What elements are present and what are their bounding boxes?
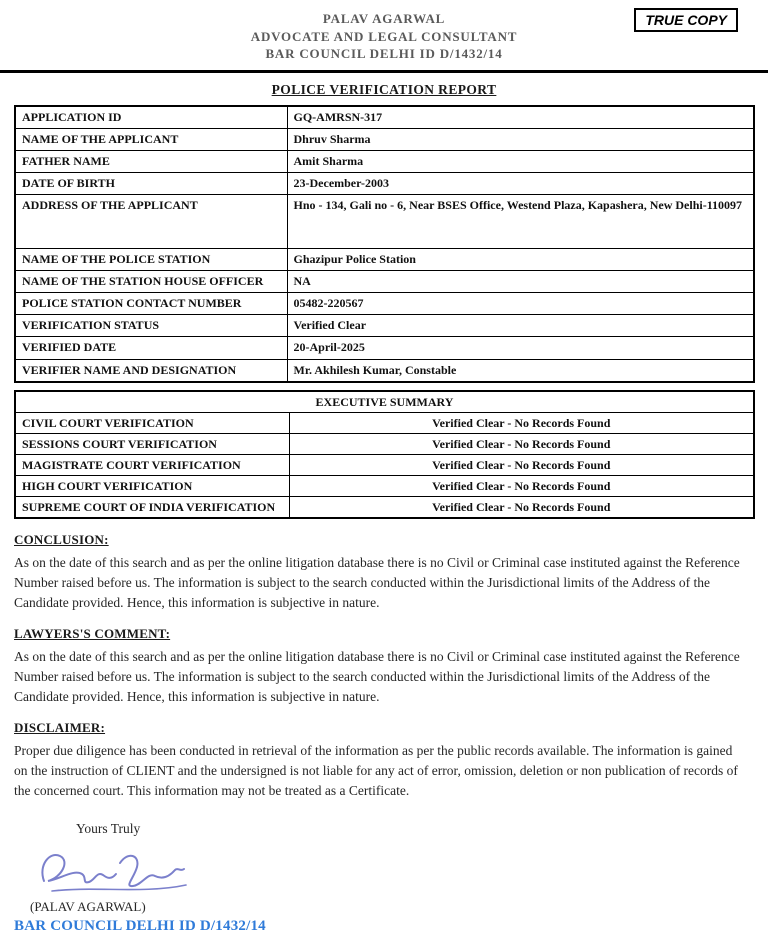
row-value: Amit Sharma	[287, 150, 754, 172]
conclusion-section	[14, 532, 754, 613]
row-label: MAGISTRATE COURT VERIFICATION	[15, 455, 289, 476]
lawyers-comment-section	[14, 626, 754, 707]
table-row	[15, 128, 754, 150]
row-label: POLICE STATION CONTACT NUMBER	[15, 292, 287, 314]
table-row	[15, 336, 754, 359]
executive-summary-table	[14, 390, 755, 519]
row-value: 23-December-2003	[287, 172, 754, 194]
footer-bar-id: BAR COUNCIL DELHI ID D/1432/14	[14, 918, 266, 934]
table-row	[15, 497, 754, 519]
signer-name: (PALAV AGARWAL)	[30, 899, 146, 914]
closing-text: Yours Truly	[76, 821, 141, 836]
row-value: 20-April-2025	[287, 336, 754, 359]
row-label: SUPREME COURT OF INDIA VERIFICATION	[15, 497, 289, 519]
row-value: 05482-220567	[287, 292, 754, 314]
disclaimer-body: Proper due diligence has been conducted in retrieval of the information as per the public records available. The information is gained on the instruction of CLIENT and the undersigned is not liable for any act of error, omission, deletion or non publication of records of the concerned court. This information may not be treated as a Certificate.	[14, 743, 738, 798]
report-title: POLICE VERIFICATION REPORT	[271, 81, 497, 97]
row-label: APPLICATION ID	[15, 106, 287, 129]
row-label: VERIFICATION STATUS	[15, 314, 287, 336]
table-row	[15, 150, 754, 172]
report-table	[14, 105, 755, 384]
conclusion-body: As on the date of this search and as per the online litigation database there is no Civil or Criminal case instituted against the Reference Number raised before us. The information is subject to the search conducted within the Jurisdictional limits of the Address of the Candidate provided. Hence, this information is subjective in nature.	[14, 555, 740, 610]
table-row	[15, 413, 754, 434]
row-value: Verified Clear - No Records Found	[289, 497, 754, 519]
lawyers-comment-heading: LAWYERS'S COMMENT:	[14, 626, 171, 641]
table-row	[15, 172, 754, 194]
row-label: NAME OF THE STATION HOUSE OFFICER	[15, 270, 287, 292]
letterhead-name: PALAV AGARWAL	[322, 11, 446, 26]
table-row	[15, 270, 754, 292]
table-row	[15, 194, 754, 248]
disclaimer-section	[14, 720, 754, 801]
table-row	[15, 434, 754, 455]
row-label: DATE OF BIRTH	[15, 172, 287, 194]
table-row	[15, 359, 754, 382]
row-label: HIGH COURT VERIFICATION	[15, 476, 289, 497]
row-value: Dhruv Sharma	[287, 128, 754, 150]
row-value: Hno - 134, Gali no - 6, Near BSES Office, Westend Plaza, Kapashera, New Delhi-110097	[287, 194, 754, 248]
row-label: CIVIL COURT VERIFICATION	[15, 413, 289, 434]
row-label: ADDRESS OF THE APPLICANT	[15, 194, 287, 248]
row-value: NA	[287, 270, 754, 292]
table-header-row	[15, 391, 754, 413]
row-label: NAME OF THE APPLICANT	[15, 128, 287, 150]
row-value: Ghazipur Police Station	[287, 248, 754, 270]
row-value: Mr. Akhilesh Kumar, Constable	[287, 359, 754, 382]
row-value: Verified Clear - No Records Found	[289, 455, 754, 476]
row-label: FATHER NAME	[15, 150, 287, 172]
signature-image	[24, 841, 768, 899]
row-value: GQ-AMRSN-317	[287, 106, 754, 129]
row-label: SESSIONS COURT VERIFICATION	[15, 434, 289, 455]
table-row	[15, 476, 754, 497]
row-value: Verified Clear - No Records Found	[289, 434, 754, 455]
row-value: Verified Clear - No Records Found	[289, 476, 754, 497]
row-label: VERIFIER NAME AND DESIGNATION	[15, 359, 287, 382]
row-value: Verified Clear - No Records Found	[289, 413, 754, 434]
true-copy-stamp: TRUE COPY	[634, 8, 738, 32]
lawyers-comment-body: As on the date of this search and as per the online litigation database there is no Civil or Criminal case instituted against the Reference Number raised before us. The information is subject to the search conducted within the Jurisdictional limits of the Address of the Candidate provided. Hence, this information is subjective in nature.	[14, 649, 740, 704]
header-divider	[0, 70, 768, 73]
table-row	[15, 314, 754, 336]
table-row	[15, 292, 754, 314]
letterhead-role: ADVOCATE AND LEGAL CONSULTANT	[250, 28, 518, 44]
disclaimer-heading: DISCLAIMER:	[14, 720, 106, 735]
table-row	[15, 455, 754, 476]
row-value: Verified Clear	[287, 314, 754, 336]
conclusion-heading: CONCLUSION:	[14, 532, 109, 547]
letterhead-bar-id: BAR COUNCIL DELHI ID D/1432/14	[265, 46, 503, 61]
executive-summary-heading: EXECUTIVE SUMMARY	[15, 391, 754, 413]
table-row	[15, 248, 754, 270]
row-label: NAME OF THE POLICE STATION	[15, 248, 287, 270]
row-label: VERIFIED DATE	[15, 336, 287, 359]
table-row	[15, 106, 754, 129]
